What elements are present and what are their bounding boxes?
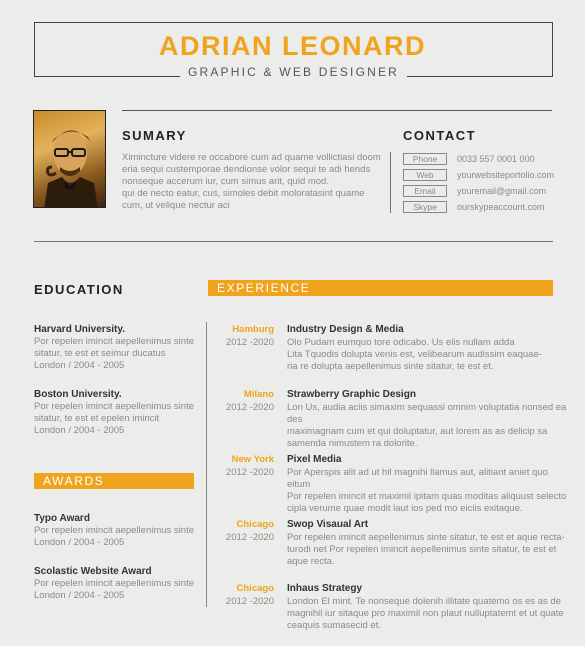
contact-phone xyxy=(403,152,535,165)
experience-line: turodi net Por repelen imincit aepellenimus sinte sitatur, te est et xyxy=(287,544,557,555)
experience-title: Strawberry Graphic Design xyxy=(287,389,416,400)
summary-heading: SUMARY xyxy=(122,128,187,143)
experience-title: Pixel Media xyxy=(287,454,342,465)
education-line: sitatur, te est et epelen imincit xyxy=(34,413,160,424)
education-line: Por repelen imincit aepellenimus sinte xyxy=(34,401,194,412)
experience-line: samenda nimustem ra dolorite. xyxy=(287,438,418,449)
contact-heading: CONTACT xyxy=(403,128,477,143)
experience-line: Olo Pudam eumquo tore odicabo. Us elis nullam adda xyxy=(287,337,515,348)
education-item-text xyxy=(34,336,204,372)
skype-label: Skype xyxy=(403,201,447,213)
education-line: Por repelen imincit aepellenimus sinte xyxy=(34,336,194,347)
experience-city: Chicago xyxy=(236,519,274,530)
experience-description xyxy=(287,402,569,450)
web-label: Web xyxy=(403,169,447,181)
experience-line: Por repelen imincit et maximil ipitam quas moditas aliquust selecto xyxy=(287,491,567,502)
phone-label: Phone xyxy=(403,153,447,165)
education-line: London / 2004 - 2005 xyxy=(34,425,125,436)
experience-line: aque recta. xyxy=(287,556,335,567)
experience-description xyxy=(287,596,569,632)
experience-years: 2012 -2020 xyxy=(225,467,274,478)
experience-city: Milano xyxy=(243,389,274,400)
experience-line: maximagnam cum et qui doluptatur, aut lorem as as delicip sa xyxy=(287,426,548,437)
award-item-title: Typo Award xyxy=(34,513,90,524)
experience-description xyxy=(287,467,569,515)
skype-value: ourskypeaccount.com xyxy=(457,201,545,212)
experience-years: 2012 -2020 xyxy=(225,532,274,543)
experience-title: Inhaus Strategy xyxy=(287,583,363,594)
experience-years: 2012 -2020 xyxy=(225,402,274,413)
summary-line: eria sequi custemporae dendionse volor sequi te adi hends xyxy=(122,164,371,175)
experience-line: Por Aperspis alit ad ut hil magnihi llamus aut, alitiant aniet quo eitum xyxy=(287,467,548,490)
experience-line: magnihil iur sitaque pro maximil non plaut nulluptatemt et ut quate xyxy=(287,608,564,619)
experience-city: Chicago xyxy=(236,583,274,594)
experience-years: 2012 -2020 xyxy=(225,337,274,348)
experience-years: 2012 -2020 xyxy=(225,596,274,607)
experience-description xyxy=(287,337,569,373)
email-value[interactable]: youremail@gmail.com xyxy=(457,185,547,196)
contact-web xyxy=(403,168,554,181)
experience-line: London El mint. Te nonseque dolenih illitate quatemo os es as de xyxy=(287,596,561,607)
experience-line: Lita Tquodis dolupta venis est, velibearum audissim eaquae- xyxy=(287,349,542,360)
divider-top xyxy=(122,110,552,111)
experience-line: Lon Us, audia aciis simaxim sequassi omnim voluptatia nonsed ea des xyxy=(287,402,567,425)
experience-city: New York xyxy=(231,454,274,465)
summary-line: cum, ut velique nectur aci xyxy=(122,200,230,211)
award-item-title: Scolastic Website Award xyxy=(34,566,152,577)
awards-heading: AWARDS xyxy=(34,473,194,489)
education-item-text xyxy=(34,401,204,437)
summary-line: nonseque accerum iur, cum simus arit, quid mod. xyxy=(122,176,329,187)
web-value[interactable]: yourwebsiteportolio.com xyxy=(457,169,555,180)
experience-line: cipla verume quae modit laut ios ped mo eiciis exitaque. xyxy=(287,503,523,514)
education-heading: EDUCATION xyxy=(34,282,124,297)
experience-line: ceaquis sumasecid et. xyxy=(287,620,381,631)
award-item-text xyxy=(34,525,204,549)
experience-title: Industry Design & Media xyxy=(287,324,404,335)
job-title-row xyxy=(34,64,553,80)
email-label: Email xyxy=(403,185,447,197)
person-name: ADRIAN LEONARD xyxy=(159,31,426,61)
experience-divider xyxy=(206,322,207,607)
job-title: GRAPHIC & WEB DESIGNER xyxy=(180,65,407,79)
divider-middle xyxy=(34,241,553,242)
phone-value: 0033 557 0001 000 xyxy=(457,153,535,164)
education-line: London / 2004 - 2005 xyxy=(34,360,125,371)
education-item-title: Harvard University. xyxy=(34,324,125,335)
award-line: London / 2004 - 2005 xyxy=(34,590,125,601)
experience-title: Swop Visaual Art xyxy=(287,519,369,530)
summary-text xyxy=(122,152,384,212)
award-item-text xyxy=(34,578,204,602)
experience-line: ria re dolupta aepellenimus sinte sitatur, te est et. xyxy=(287,361,494,372)
contact-skype xyxy=(403,200,545,213)
summary-line: Ximincture videre re occabore cum ad quame vollictiasi doom xyxy=(122,152,381,163)
summary-contact-divider xyxy=(390,152,391,213)
experience-line: Por repelen imincit aepellenimus sinte sitatur, te est et aque recta- xyxy=(287,532,565,543)
experience-city: Hamburg xyxy=(232,324,274,335)
experience-heading: EXPERIENCE xyxy=(208,280,553,296)
education-item-title: Boston University. xyxy=(34,389,122,400)
summary-line: qui de necto eatur, cus, simoles debit moloratasint quame xyxy=(122,188,365,199)
award-line: Por repelen imincit aepellenimus sinte xyxy=(34,578,194,589)
award-line: London / 2004 - 2005 xyxy=(34,537,125,548)
profile-photo xyxy=(33,110,106,208)
education-line: sitatur, te est et seimur ducatus xyxy=(34,348,166,359)
contact-email xyxy=(403,184,546,197)
experience-description xyxy=(287,532,569,568)
award-line: Por repelen imincit aepellenimus sinte xyxy=(34,525,194,536)
